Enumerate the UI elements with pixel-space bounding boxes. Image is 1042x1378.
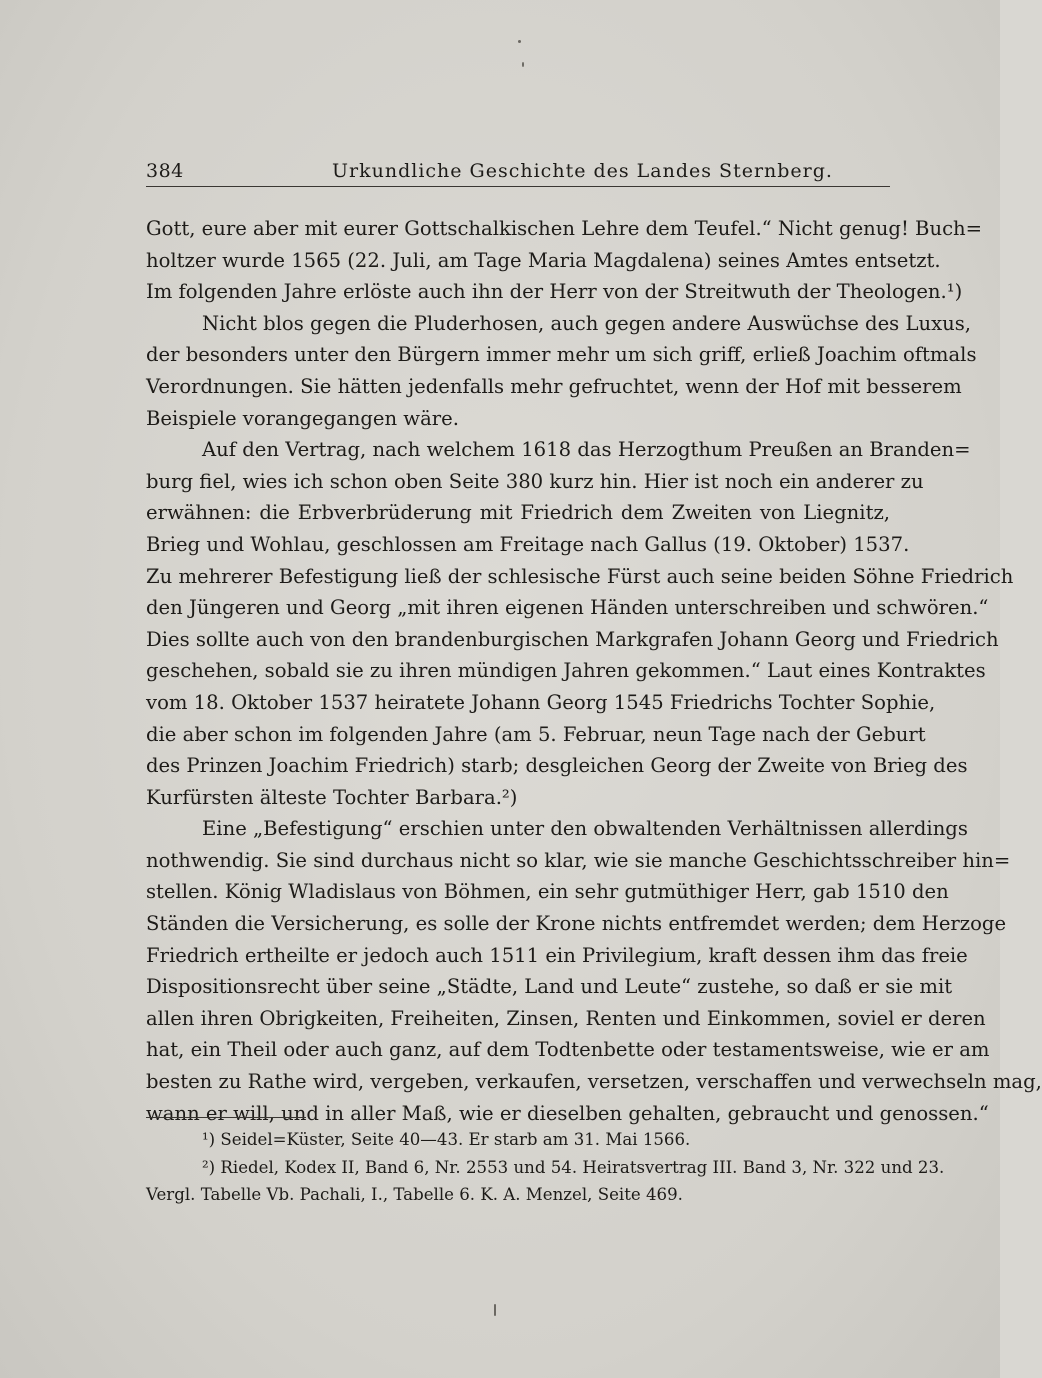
text-line: geschehen, sobald sie zu ihren mündigen Jahren gekommen.“ Laut eines Kontraktes — [146, 659, 986, 683]
text-line: den Jüngeren und Georg „mit ihren eigenen Händen unterschreiben und schwören.“ — [146, 596, 989, 620]
running-title: Urkundliche Geschichte des Landes Sternberg. — [332, 160, 833, 182]
scan-speck — [518, 40, 521, 43]
text-line: Dispositionsrecht über seine „Städte, Land und Leute“ zustehe, so daß er sie mit — [146, 975, 953, 999]
footnote-line: ²) Riedel, Kodex II, Band 6, Nr. 2553 und 54. Heiratsvertrag III. Band 3, Nr. 322 und 23. — [202, 1157, 945, 1177]
footnote-line: Vergl. Tabelle Vb. Pachali, I., Tabelle 6. K. A. Menzel, Seite 469. — [146, 1185, 683, 1204]
text-line: stellen. König Wladislaus von Böhmen, ein sehr gutmüthiger Herr, gab 1510 den — [146, 880, 949, 904]
text-line: erwähnen: die Erbverbrüderung mit Friedrich dem Zweiten von Liegnitz, — [146, 501, 890, 525]
text-line: des Prinzen Joachim Friedrich) starb; desgleichen Georg der Zweite von Brieg des — [146, 754, 968, 778]
page-header — [146, 156, 890, 186]
text-line: der besonders unter den Bürgern immer mehr um sich griff, erließ Joachim oftmals — [146, 343, 977, 367]
text-line: Eine „Befestigung“ erschien unter den obwaltenden Verhältnissen allerdings — [202, 817, 968, 841]
text-line: Zu mehrerer Befestigung ließ der schlesische Fürst auch seine beiden Söhne Friedrich — [146, 564, 1014, 588]
footnotes — [146, 1126, 945, 1209]
text-line: hat, ein Theil oder auch ganz, auf dem Todtenbette oder testamentsweise, wie er am — [146, 1038, 990, 1062]
header-rule — [146, 186, 890, 187]
text-line: besten zu Rathe wird, vergeben, verkaufen, versetzen, verschaffen und verwechseln mag, — [146, 1070, 1042, 1094]
page-number: 384 — [146, 160, 184, 182]
text-line: Im folgenden Jahre erlöste auch ihn der Herr von der Streitwuth der Theologen.¹) — [146, 280, 963, 304]
text-line: Nicht blos gegen die Pluderhosen, auch gegen andere Auswüchse des Luxus, — [202, 311, 972, 335]
text-line: Brieg und Wohlau, geschlossen am Freitage nach Gallus (19. Oktober) 1537. — [146, 532, 910, 556]
text-line: holtzer wurde 1565 (22. Juli, am Tage Maria Magdalena) seines Amtes entsetzt. — [146, 248, 941, 272]
text-line: Kurfürsten älteste Tochter Barbara.²) — [146, 785, 518, 809]
scan-speck — [522, 62, 524, 67]
body-text — [146, 213, 1042, 1129]
text-line: Beispiele vorangegangen wäre. — [146, 406, 459, 430]
text-line: Ständen die Versicherung, es solle der Krone nichts entfremdet werden; dem Herzoge — [146, 912, 1007, 936]
text-line: die aber schon im folgenden Jahre (am 5. Februar, neun Tage nach der Geburt — [146, 722, 926, 746]
text-line: Auf den Vertrag, nach welchem 1618 das Herzogthum Preußen an Branden= — [202, 438, 971, 462]
text-line: nothwendig. Sie sind durchaus nicht so klar, wie sie manche Geschichtsschreiber hin= — [146, 848, 1011, 872]
text-line: vom 18. Oktober 1537 heiratete Johann Georg 1545 Friedrichs Tochter Sophie, — [146, 690, 936, 714]
text-line: Gott, eure aber mit eurer Gottschalkischen Lehre dem Teufel.“ Nicht genug! Buch= — [146, 217, 983, 240]
footnote-line: ¹) Seidel=Küster, Seite 40—43. Er starb am 31. Mai 1566. — [202, 1130, 691, 1149]
text-line: burg fiel, wies ich schon oben Seite 380 kurz hin. Hier ist noch ein anderer zu — [146, 469, 924, 493]
footnote-rule — [146, 1117, 306, 1118]
text-line: Dies sollte auch von den brandenburgischen Markgrafen Johann Georg und Friedrich — [146, 627, 999, 651]
text-line: wann er will, und in aller Maß, wie er dieselben gehalten, gebraucht und genossen.“ — [146, 1101, 989, 1125]
text-line: Verordnungen. Sie hätten jedenfalls mehr gefruchtet, wenn der Hof mit besserem — [146, 374, 962, 398]
text-line: allen ihren Obrigkeiten, Freiheiten, Zinsen, Renten und Einkommen, soviel er deren — [146, 1006, 986, 1030]
text-line: Friedrich ertheilte er jedoch auch 1511 ein Privilegium, kraft dessen ihm das freie — [146, 943, 968, 967]
scan-speck — [494, 1304, 496, 1316]
